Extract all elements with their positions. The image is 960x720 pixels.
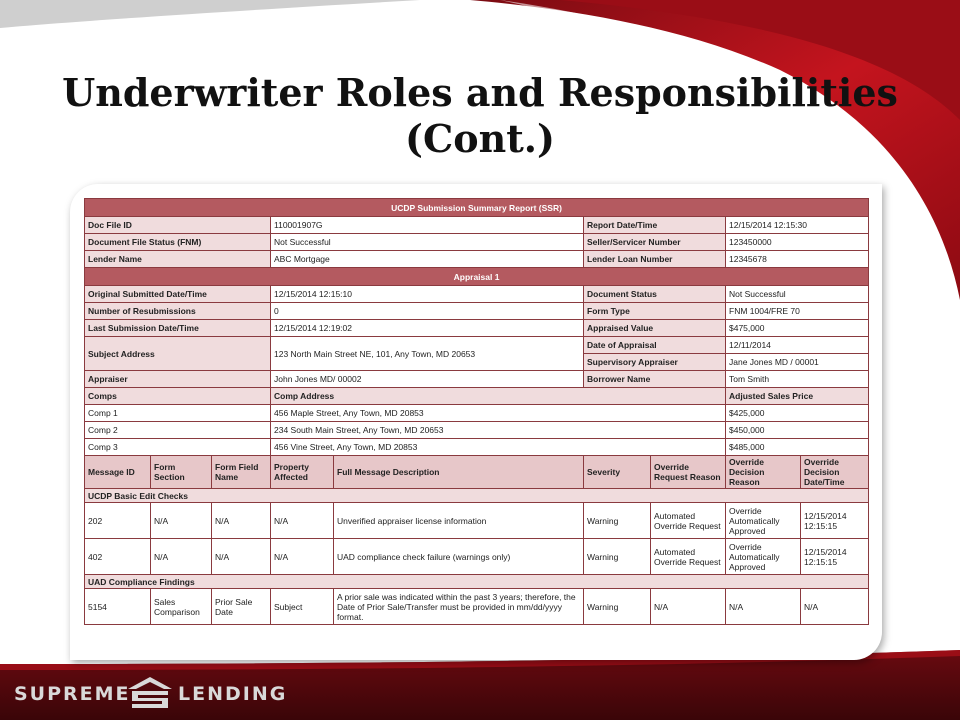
table-row: Comp 3 456 Vine Street, Any Town, MD 20853 $485,000 xyxy=(85,439,869,456)
table-row: 5154 Sales Comparison Prior Sale Date Subject A prior sale was indicated within the past 3 years; therefore, the Date of Prior Sale/Transfer must be provided in mm/dd/yyyy format. Warning N/A N/A N/A xyxy=(85,589,869,625)
logo-text-lending: LENDING xyxy=(178,683,288,705)
subject-address-label: Subject Address xyxy=(85,337,271,371)
uad-findings-section: UAD Compliance Findings xyxy=(85,575,869,589)
table-row: Number of Resubmissions 0 Form Type FNM 1004/FRE 70 xyxy=(85,303,869,320)
comps-header-row: Comps Comp Address Adjusted Sales Price xyxy=(85,388,869,405)
supreme-lending-logo xyxy=(14,675,294,711)
ssr-report-image xyxy=(70,184,882,660)
table-row: Lender Name ABC Mortgage Lender Loan Number 12345678 xyxy=(85,251,869,268)
table-row: 402 N/A N/A N/A UAD compliance check failure (warnings only) Warning Automated Override Request Override Automatically Approved 12/15/2014 12:15:15 xyxy=(85,539,869,575)
table-row: Comp 2 234 South Main Street, Any Town, MD 20653 $450,000 xyxy=(85,422,869,439)
table-row: Original Submitted Date/Time 12/15/2014 12:15:10 Document Status Not Successful xyxy=(85,286,869,303)
supreme-lending-s-mark-icon xyxy=(124,675,176,711)
subject-address-value: 123 North Main Street NE, 101, Any Town, MD 20653 xyxy=(271,337,584,371)
table-row: Comp 1 456 Maple Street, Any Town, MD 20853 $425,000 xyxy=(85,405,869,422)
slide-title xyxy=(40,70,920,162)
message-header-row: Message ID Form Section Form Field Name Property Affected Full Message Description Severity Override Request Reason Override Decision Reason Override Decision Date/Time xyxy=(85,456,869,489)
table-row: Subject Address 123 North Main Street NE, 101, Any Town, MD 20653 Date of Appraisal 12/11/2014 xyxy=(85,337,869,354)
table-row: Last Submission Date/Time 12/15/2014 12:19:02 Appraised Value $475,000 xyxy=(85,320,869,337)
edit-checks-section: UCDP Basic Edit Checks xyxy=(85,489,869,503)
table-row: Appraiser John Jones MD/ 00002 Borrower Name Tom Smith xyxy=(85,371,869,388)
table-row: Document File Status (FNM) Not Successful Seller/Servicer Number 123450000 xyxy=(85,234,869,251)
slide-title-line-1: Underwriter Roles and Responsibilities xyxy=(62,70,898,115)
table-row: 202 N/A N/A N/A Unverified appraiser license information Warning Automated Override Request Override Automatically Approved 12/15/2014 12:15:15 xyxy=(85,503,869,539)
logo-text-supreme: SUPREME xyxy=(14,683,131,705)
table-row: Supervisory Appraiser Jane Jones MD / 00001 xyxy=(85,354,869,371)
slide-title-line-2: (Cont.) xyxy=(405,116,555,161)
appraisal-title: Appraisal 1 xyxy=(85,268,869,286)
ssr-table xyxy=(84,198,869,625)
table-row: Doc File ID 110001907G Report Date/Time 12/15/2014 12:15:30 xyxy=(85,217,869,234)
report-title: UCDP Submission Summary Report (SSR) xyxy=(85,199,869,217)
